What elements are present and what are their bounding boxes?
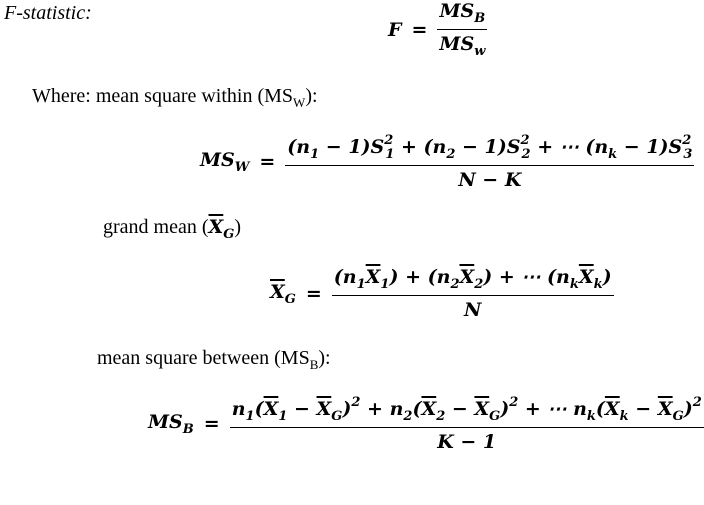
grand-mean-formula bbox=[270, 266, 614, 321]
ms-within-equals: = bbox=[259, 151, 276, 173]
ms-between-equals: = bbox=[203, 413, 220, 435]
grand-mean-numerator: $(n_1\overline{X}_1) + (n_2\overline{X}_2)$ + ⋯ $(n_k\overline{X}_k)$ bbox=[333, 266, 612, 292]
ms-between-numerator: $n_1(\overline{X}_1 - \overline{X}_G)^2 + n_2(\overline{X}_2 - \overline{X}_G)^2$ + ⋯ $n_k(\overline{X}_k - \overline{X}_G)^2$ bbox=[231, 395, 702, 424]
ms-within-lhs: $MS_W$ bbox=[200, 149, 250, 175]
ms-between-denominator: K − 1 bbox=[230, 427, 704, 453]
ms-between-fraction bbox=[230, 395, 704, 453]
f-fraction bbox=[437, 0, 487, 59]
grand-mean-lhs: $\overline{X}_G$ bbox=[270, 280, 296, 307]
section-label: F-statistic: bbox=[4, 2, 92, 24]
f-equals: = bbox=[411, 18, 428, 41]
grand-mean-label: grand mean $(\overline{X}_G)$ bbox=[103, 216, 242, 242]
ms-within-numerator: $(n_1 - 1)S^2_1 + (n_2 - 1)S^2_2$ + ⋯ $(n_k - 1)S^2_3$ bbox=[287, 133, 693, 162]
ms-within-formula bbox=[200, 133, 694, 191]
grand-mean-fraction bbox=[332, 266, 614, 321]
f-formula bbox=[388, 0, 487, 59]
ms-within-fraction bbox=[285, 133, 694, 191]
ms-within-denominator: N − K bbox=[285, 165, 694, 191]
grand-mean-equals: = bbox=[305, 282, 322, 305]
f-denominator: $MS_w$ bbox=[437, 29, 487, 59]
ms-between-label: mean square between $(MS_B)$: bbox=[97, 347, 331, 372]
ms-within-label: Where: mean square within $(MS_W)$: bbox=[32, 85, 318, 110]
f-numerator: $MS_B$ bbox=[439, 0, 486, 26]
f-lhs: F bbox=[388, 18, 402, 41]
grand-mean-denominator: N bbox=[332, 295, 614, 321]
ms-between-formula bbox=[148, 395, 704, 453]
ms-between-lhs: $MS_B$ bbox=[148, 411, 194, 437]
